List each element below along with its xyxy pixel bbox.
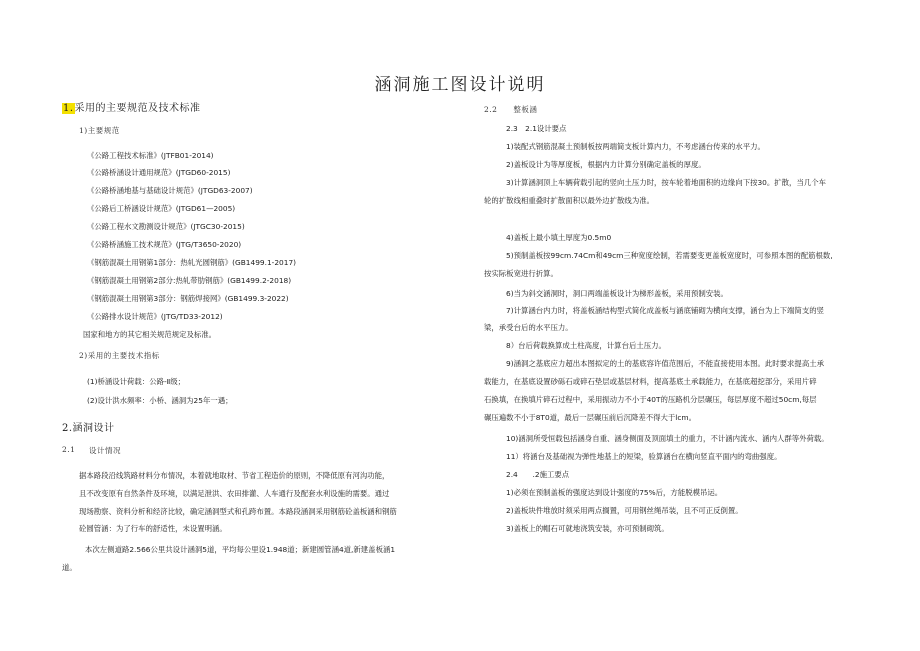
culvert-count-line: 道。 [62, 563, 77, 572]
design-point-line: 梁，承受台后的水平压力。 [484, 323, 573, 332]
section-1-title: 采用的主要规范及技术标准 [74, 103, 201, 114]
design-point-line: 8）台后荷载换算成土柱高度，计算台后土压力。 [506, 341, 666, 350]
construction-point-line: 2)盖板块件堆放时须采用两点搁置，可用钢丝绳吊装，且不可正反倒置。 [506, 506, 743, 515]
design-point-line: 石换填，在换填片碎石过程中，采用振动力不小于40T的压路机分层碾压，每层厚度不超过50cm,每层 [484, 395, 817, 404]
design-point-line: 6)当为斜交涵洞时，洞口两端盖板设计为梯形盖板，采用预制安装。 [506, 289, 728, 298]
tech-indicator-item: (2)设计洪水频率：小桥、涵洞为25年一遇； [87, 396, 233, 405]
design-point-line: 4)盖板上最小填土厚度为0.5m0 [506, 233, 612, 242]
standard-item: 《公路桥涵地基与基础设计规范》(JTGD63-2007) [87, 186, 253, 195]
section-2-1-title: 设计情况 [89, 446, 121, 455]
design-paragraph-line: 现场勘察、资料分析和经济比较，确定涵洞型式和孔跨布置。本路段涵洞采用钢筋砼盖板涵和钢筋 [79, 507, 397, 516]
section-2-3-heading: 2.3 2.1设计要点 [506, 124, 567, 133]
section-2-2-heading: 2.2 整板涵 [484, 105, 538, 114]
construction-point-line: 3)盖板上的帽石可就地浇筑安装，亦可预制砌筑。 [506, 524, 669, 533]
standard-item: 《公路后工桥涵设计规范》(JTGD61—2005) [87, 204, 236, 213]
section-1-number: 1. [63, 103, 74, 114]
design-point-line: 11）将涵台及基础视为弹性地基上的短梁，验算涵台在横向竖直平面内的弯曲强度。 [506, 452, 782, 461]
design-point-line: 7)计算涵台内力时，将盖板涵结构型式简化成盖板与涵底铺砌为横向支撑，涵台为上下端简支的竖 [506, 306, 824, 315]
page-title: 涵洞施工图设计说明 [374, 75, 546, 95]
design-paragraph-line: 且不改变原有自然条件及环境，以满足泄洪、农田排灌、人车通行及配套水利设施的需要。通过 [79, 489, 390, 498]
design-point-line: 载能力，在基底设置砂砾石或碎石垫层或基层材料，提高基底土承载能力，在基底超挖部分，采用片碎 [484, 377, 817, 386]
standard-item: 《公路桥涵设计通用规范》(JTGD60-2015) [87, 168, 231, 177]
standard-item: 《钢筋混凝土用钢第2部分:热轧带肋钢筋》(GB1499.2-2018) [87, 276, 292, 285]
section-2-heading: 2.涵洞设计 [62, 423, 115, 434]
design-point-line: 10)涵洞所受恒载包括涵身自重、涵身侧面及顶面填土的重力，不计涵内流水、涵内人群等外荷载。 [506, 434, 829, 443]
design-paragraph-line: 砼圆管涵：为了行车的舒适性，未设置明涵。 [79, 524, 227, 533]
design-point-line: 按实际板宽进行折算。 [484, 269, 558, 278]
standard-item-other: 国家和地方的其它相关规范规定及标准。 [83, 330, 217, 339]
design-point-line: 3)计算涵洞顶上车辆荷载引起的竖向土压力时，按车轮着地面积的边缘向下按30。扩散，当几个车 [506, 178, 827, 187]
design-point-line: 5)预制盖板按99cm.74Cm和49cm三种宽度绘制，若需要变更盖板宽度时，可参照本图的配筋根数, [506, 251, 833, 260]
section-2-1-number: 2.1 [62, 445, 76, 454]
subsection-main-standards: 1)主要规范 [79, 126, 120, 135]
standard-item: 《公路排水设计规范》(JTG/TD33-2012) [87, 312, 223, 321]
design-paragraph-line: 据本路段沿线筑路材料分布情况，本着就地取材、节省工程造价的原则，不降低原有河沟功能， [79, 471, 390, 480]
design-point-line: 9)涵洞之基底应力超出本图拟定的土的基底容许值范围后，不能直接使用本图。此时要求提高土承 [506, 359, 824, 368]
tech-indicator-item: (1)桥涵设计荷载：公路-Ⅱ级； [87, 377, 186, 386]
subsection-tech-indicators: 2)采用的主要技术指标 [79, 351, 160, 360]
section-2-4-heading: 2.4 .2施工要点 [506, 470, 570, 479]
construction-point-line: 1)必须在预制盖板的强度达到设计强度的75%后，方能脱模吊运。 [506, 488, 723, 497]
standard-item: 《钢筋混凝土用钢第1部分：热轧光圆钢筋》(GB1499.1-2017) [87, 258, 297, 267]
section-1-heading [62, 99, 201, 114]
standard-item: 《公路桥涵施工技术规范》(JTG/T3650-2020) [87, 240, 242, 249]
standard-item: 《钢筋混凝土用钢第3部分：钢筋焊接网》(GB1499.3-2022) [87, 294, 289, 303]
design-point-line: 1)装配式钢筋混凝土预制板按两端简支板计算内力，不考虑涵台传来的水平力。 [506, 142, 765, 151]
standard-item: 《公路工程技术标准》(JTFB01-2014) [87, 151, 214, 160]
design-point-line: 碾压遍数不小于8T0道，最后一层碾压前后沉降差不得大于lcm。 [484, 413, 697, 422]
design-point-line: 轮的扩散线相重叠时扩散面积以最外边扩散线为准。 [484, 196, 654, 205]
standard-item: 《公路工程水文勘测设计规范》(JTGC30-2015) [87, 222, 245, 231]
culvert-count-line: 本次左侧道路2.566公里共设计涵洞5道，平均每公里设1.948道；新建圆管涵4道,新建盖板涵1 [85, 545, 396, 554]
design-point-line: 2)盖板设计为等厚度板，根据内力计算分别确定盖板的厚度。 [506, 160, 706, 169]
